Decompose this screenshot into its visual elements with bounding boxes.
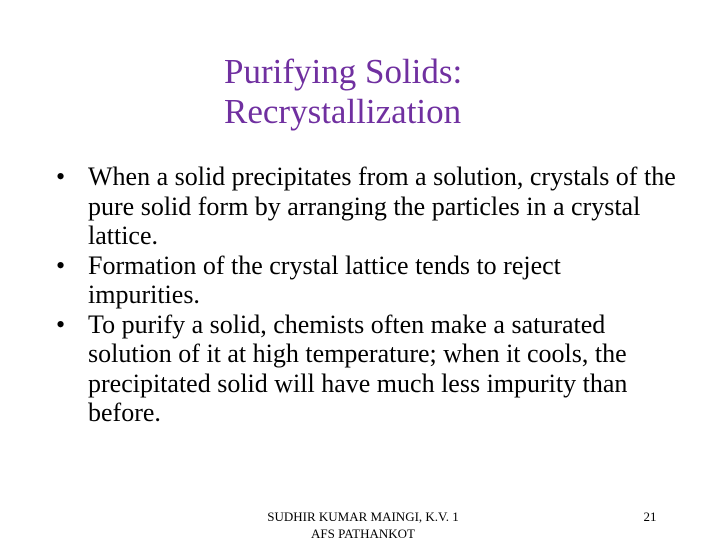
footer-author-line-2: AFS PATHANKOT bbox=[311, 526, 415, 541]
footer-author bbox=[248, 508, 478, 542]
bullet-list bbox=[56, 162, 676, 428]
bullet-text: Formation of the crystal lattice tends to reject impurities. bbox=[88, 250, 561, 309]
bullet-dot: • bbox=[56, 162, 66, 191]
bullet-item bbox=[56, 310, 676, 428]
bullet-text: To purify a solid, chemists often make a saturated solution of it at high temperature; when it cools, the precipitated solid will have much less impurity than before. bbox=[88, 309, 628, 427]
page-number: 21 bbox=[643, 509, 657, 524]
footer-author-line-1: SUDHIR KUMAR MAINGI, K.V. 1 bbox=[267, 509, 459, 524]
bullet-item bbox=[56, 251, 676, 310]
bullet-dot: • bbox=[56, 250, 66, 280]
bullet-item bbox=[56, 162, 676, 251]
title-line-1: Purifying Solids: bbox=[224, 52, 463, 91]
slide-title bbox=[224, 52, 462, 132]
bullet-text: When a solid precipitates from a solution, crystals of the pure solid form by arranging the particles in a crystal lattice. bbox=[88, 162, 676, 250]
title-line-2: Recrystallization bbox=[224, 92, 462, 131]
bullet-dot: • bbox=[56, 309, 66, 339]
